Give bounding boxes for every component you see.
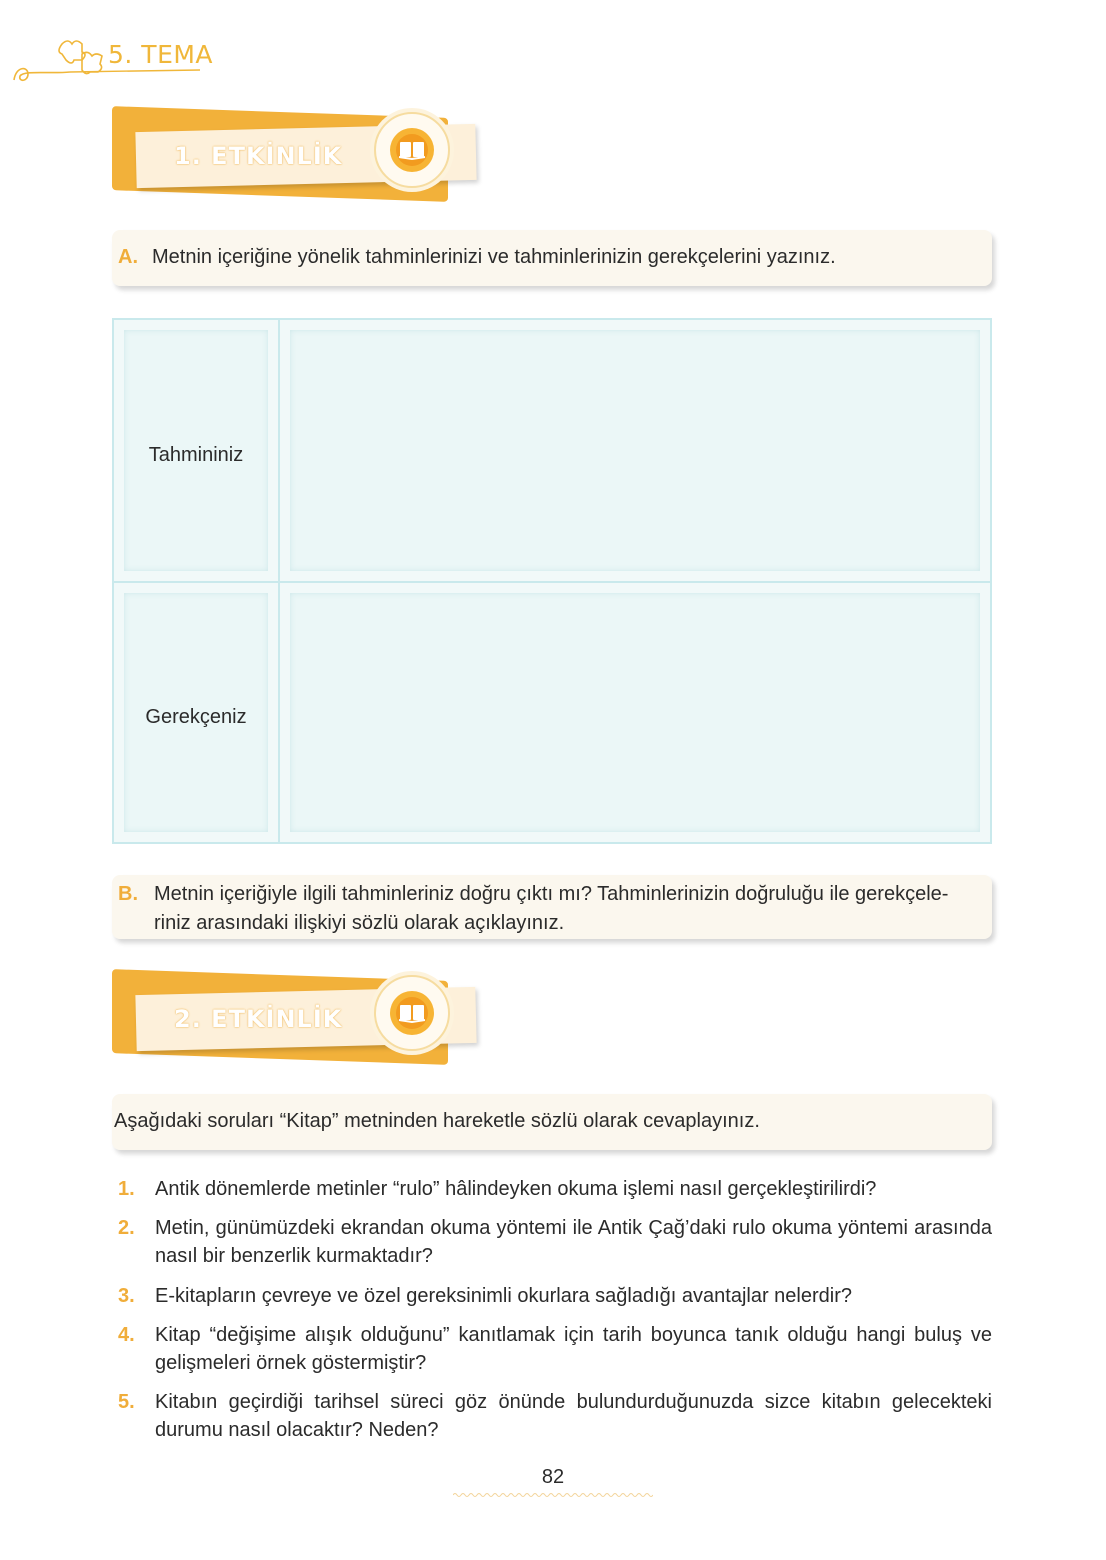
row-label-prediction: Tahmininiz — [148, 444, 244, 466]
activity-2-banner — [112, 975, 484, 1071]
activity-2-badge — [374, 975, 450, 1051]
instruction-b-line-2: riniz arasındaki ilişkiyi sözlü olarak açıklayınız. — [154, 912, 565, 934]
instruction-b-bar — [112, 875, 992, 939]
question-text: Kitap “değişime alışık olduğunu” kanıtlamak için tarih boyunca tanık olduğu hangi buluş ve gelişmeleri örnek göstermiştir? — [155, 1324, 992, 1374]
instruction-a-text: Metnin içeriğine yönelik tahminlerinizi ve tahminlerinizin gerekçelerini yazınız. — [152, 246, 836, 268]
instruction-a-bar — [112, 230, 992, 286]
instruction-b-letter: B. — [118, 883, 138, 905]
instruction-b-line-1: Metnin içeriğiyle ilgili tahminleriniz doğru çıktı mı? Tahminlerinizin doğruluğu ile gerekçele- — [154, 883, 949, 905]
page-ornament — [453, 1492, 653, 1498]
activity-2-label: 2. ETKİNLİK — [174, 1005, 343, 1033]
row-label-reason: Gerekçeniz — [145, 706, 247, 728]
question-number: 5. — [118, 1391, 135, 1413]
question-item — [118, 1214, 992, 1270]
instruction-a-letter: A. — [118, 246, 138, 268]
theme-title: 5. TEMA — [108, 40, 214, 69]
prediction-table — [112, 318, 992, 844]
activity-2-instruction-bar — [112, 1094, 992, 1150]
question-item — [118, 1321, 992, 1377]
question-text: Kitabın geçirdiği tarihsel süreci göz önünde bulundurduğunuzda sizce kitabın gelecekteki durumu nasıl olacaktır? Neden? — [155, 1391, 992, 1441]
activity-1-label: 1. ETKİNLİK — [174, 142, 343, 170]
question-item — [118, 1388, 992, 1444]
question-number: 4. — [118, 1324, 135, 1346]
question-number: 3. — [118, 1285, 135, 1307]
question-number: 1. — [118, 1178, 135, 1200]
page-number: 82 — [541, 1466, 565, 1488]
open-book-icon — [388, 126, 436, 174]
question-text: E-kitapların çevreye ve özel gereksinimli okurlara sağladığı avantajlar nelerdir? — [155, 1285, 853, 1307]
question-number: 2. — [118, 1217, 135, 1239]
activity-1-banner — [112, 112, 484, 208]
question-item — [118, 1282, 992, 1310]
question-item — [118, 1175, 992, 1203]
prediction-answer-area[interactable] — [280, 320, 990, 581]
open-book-icon — [388, 989, 436, 1037]
reason-answer-area[interactable] — [280, 583, 990, 842]
activity-1-badge — [374, 112, 450, 188]
activity-2-instruction-text: Aşağıdaki soruları “Kitap” metninden hareketle sözlü olarak cevaplayınız. — [114, 1110, 760, 1132]
question-text: Metin, günümüzdeki ekrandan okuma yöntemi ile Antik Çağ’daki rulo okuma yöntemi arasında nasıl bir benzerlik kurmaktadır? — [155, 1217, 992, 1267]
question-text: Antik dönemlerde metinler “rulo” hâlindeyken okuma işlemi nasıl gerçekleştirilirdi? — [155, 1178, 877, 1200]
